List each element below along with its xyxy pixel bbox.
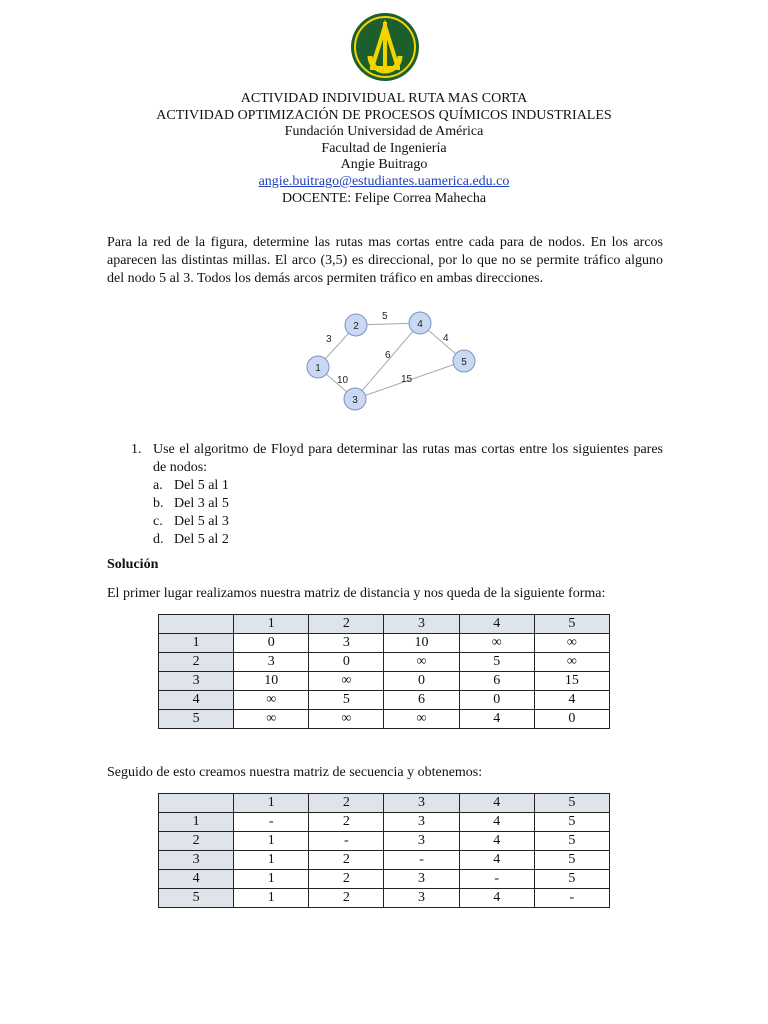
table-cell: 1 xyxy=(234,870,309,889)
table-row xyxy=(159,851,610,870)
row-header: 1 xyxy=(159,634,234,653)
table-cell: ∞ xyxy=(309,710,384,729)
author-name: Angie Buitrago xyxy=(340,157,428,173)
row-header: 5 xyxy=(159,889,234,908)
option-c: c. Del 5 al 3 xyxy=(153,514,229,529)
table-header-row xyxy=(159,615,610,634)
table-row xyxy=(159,672,610,691)
row-header: 2 xyxy=(159,832,234,851)
table-cell: 3 xyxy=(309,634,384,653)
table-cell: 0 xyxy=(459,691,534,710)
teacher-name: DOCENTE: Felipe Correa Mahecha xyxy=(281,190,487,206)
row-header: 5 xyxy=(159,710,234,729)
table-cell: - xyxy=(384,851,459,870)
table-row xyxy=(159,634,610,653)
node-label-5: 5 xyxy=(461,357,467,368)
edge-label-4-5: 4 xyxy=(443,333,449,344)
column-header: 1 xyxy=(234,794,309,813)
table-cell: 1 xyxy=(234,832,309,851)
table-cell: ∞ xyxy=(534,653,609,672)
table-cell: 1 xyxy=(234,851,309,870)
edge-label-3-4: 6 xyxy=(385,350,391,361)
table-row xyxy=(159,813,610,832)
table-cell: 3 xyxy=(384,889,459,908)
author-email-link[interactable]: angie.buitrago@estudiantes.uamerica.edu.co xyxy=(258,173,510,189)
table-cell: ∞ xyxy=(384,710,459,729)
network-graph xyxy=(298,308,482,414)
table-cell: 3 xyxy=(384,832,459,851)
table-row xyxy=(159,691,610,710)
table-cell: 2 xyxy=(309,851,384,870)
table-cell: ∞ xyxy=(309,672,384,691)
table-cell: 4 xyxy=(534,691,609,710)
table-cell: ∞ xyxy=(459,634,534,653)
option-a: a. Del 5 al 1 xyxy=(153,478,229,493)
table-cell: 2 xyxy=(309,889,384,908)
edge-label-1-3: 10 xyxy=(337,375,349,386)
table-cell: ∞ xyxy=(534,634,609,653)
node-label-4: 4 xyxy=(417,319,423,330)
column-header: 5 xyxy=(534,615,609,634)
table-row xyxy=(159,889,610,908)
table-row xyxy=(159,710,610,729)
edge-label-2-4: 5 xyxy=(382,311,388,322)
university-logo xyxy=(350,12,420,82)
node-label-1: 1 xyxy=(315,363,321,374)
table-cell: 4 xyxy=(459,851,534,870)
option-d: d. Del 5 al 2 xyxy=(153,532,229,547)
column-header: 2 xyxy=(309,615,384,634)
faculty-name: Facultad de Ingeniería xyxy=(321,140,447,156)
table-cell: 2 xyxy=(309,870,384,889)
row-header: 2 xyxy=(159,653,234,672)
table-cell: 0 xyxy=(309,653,384,672)
column-header: 2 xyxy=(309,794,384,813)
row-header: 3 xyxy=(159,672,234,691)
table-cell: 5 xyxy=(309,691,384,710)
table-cell: 6 xyxy=(459,672,534,691)
question-1 xyxy=(107,441,663,549)
table-cell: 10 xyxy=(234,672,309,691)
university-name: Fundación Universidad de América xyxy=(284,124,484,140)
table-row xyxy=(159,653,610,672)
table-cell: ∞ xyxy=(234,710,309,729)
sequence-matrix-table xyxy=(158,793,610,908)
sequence-matrix-intro: Seguido de esto creamos nuestra matriz de secuencia y obtenemos: xyxy=(107,765,483,780)
table-cell: 5 xyxy=(534,832,609,851)
table-cell: 4 xyxy=(459,832,534,851)
edge-label-1-2: 3 xyxy=(326,334,332,345)
distance-matrix-intro: El primer lugar realizamos nuestra matriz de distancia y nos queda de la siguiente forma: xyxy=(107,586,606,601)
problem-statement: Para la red de la figura, determine las rutas mas cortas entre cada para de nodos. En los arcos aparecen las distintas millas. El arco (3,5) es direccional, por lo que no se permite tráfico alguno del nodo 5 al 3. Todos los demás arcos permiten tráfico en ambas direcciones. xyxy=(107,235,663,286)
table-cell: 1 xyxy=(234,889,309,908)
table-row xyxy=(159,832,610,851)
table-cell: 4 xyxy=(459,710,534,729)
node-label-3: 3 xyxy=(352,395,358,406)
solution-heading: Solución xyxy=(107,557,159,572)
table-row xyxy=(159,870,610,889)
table-cell: 2 xyxy=(309,813,384,832)
column-header: 4 xyxy=(459,794,534,813)
table-cell: 10 xyxy=(384,634,459,653)
table-header-row xyxy=(159,794,610,813)
corner-cell xyxy=(159,794,234,813)
table-cell: - xyxy=(459,870,534,889)
node-label-2: 2 xyxy=(353,321,359,332)
table-cell: - xyxy=(309,832,384,851)
document-header xyxy=(0,91,768,207)
table-cell: ∞ xyxy=(384,653,459,672)
column-header: 3 xyxy=(384,615,459,634)
table-cell: 5 xyxy=(534,870,609,889)
corner-cell xyxy=(159,615,234,634)
table-cell: 5 xyxy=(534,851,609,870)
table-cell: 4 xyxy=(459,889,534,908)
question-number: 1. xyxy=(131,442,142,457)
edge-label-3-5: 15 xyxy=(401,374,413,385)
table-cell: - xyxy=(534,889,609,908)
table-cell: 0 xyxy=(534,710,609,729)
question-text: Use el algoritmo de Floyd para determinar las rutas mas cortas entre los siguientes pares de nodos: xyxy=(153,442,663,475)
column-header: 1 xyxy=(234,615,309,634)
table-cell: - xyxy=(234,813,309,832)
column-header: 4 xyxy=(459,615,534,634)
activity-title: ACTIVIDAD INDIVIDUAL RUTA MAS CORTA xyxy=(240,91,528,106)
table-cell: 4 xyxy=(459,813,534,832)
table-cell: ∞ xyxy=(234,691,309,710)
table-cell: 0 xyxy=(234,634,309,653)
row-header: 1 xyxy=(159,813,234,832)
table-cell: 0 xyxy=(384,672,459,691)
row-header: 3 xyxy=(159,851,234,870)
table-cell: 3 xyxy=(234,653,309,672)
table-cell: 3 xyxy=(384,813,459,832)
table-cell: 3 xyxy=(384,870,459,889)
column-header: 3 xyxy=(384,794,459,813)
row-header: 4 xyxy=(159,870,234,889)
distance-matrix-table xyxy=(158,614,610,729)
option-b: b. Del 3 al 5 xyxy=(153,496,229,511)
question-options xyxy=(153,477,663,549)
table-cell: 5 xyxy=(534,813,609,832)
table-cell: 5 xyxy=(459,653,534,672)
activity-subtitle: ACTIVIDAD OPTIMIZACIÓN DE PROCESOS QUÍMICOS INDUSTRIALES xyxy=(156,107,612,123)
table-cell: 15 xyxy=(534,672,609,691)
table-cell: 6 xyxy=(384,691,459,710)
row-header: 4 xyxy=(159,691,234,710)
column-header: 5 xyxy=(534,794,609,813)
